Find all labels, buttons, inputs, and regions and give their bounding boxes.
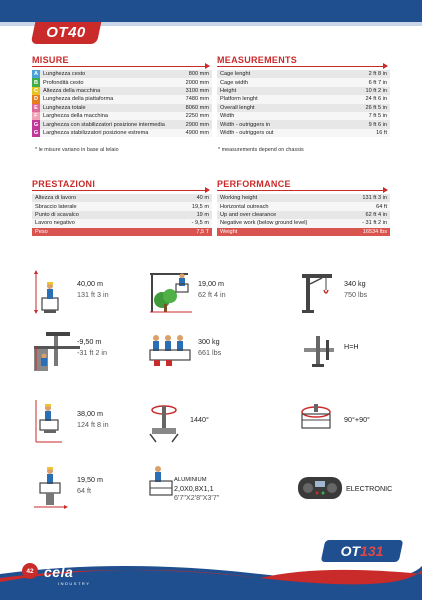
row-label: Larghezza con stabilizzatori posizione intermedia (43, 121, 165, 128)
table-row (217, 194, 390, 202)
spec-value-primary: H=H (344, 342, 359, 351)
row-value: 26 ft 5 in (365, 104, 387, 111)
measurements-note: * measurements depend on chassis (218, 147, 304, 153)
row-value: - 9,5 m (191, 220, 209, 227)
spec-value-secondary: 64 ft (77, 486, 91, 495)
row-label: Punto di scavalco (35, 211, 79, 218)
row-value: 16 ft (376, 129, 387, 136)
logo-bottom-number: 131 (360, 543, 384, 559)
spec-material: ALUMINIUM (174, 477, 207, 483)
prestazioni-table (32, 194, 212, 236)
row-label: Width - outriggers in (220, 121, 271, 128)
row-value: 7 ft 5 in (368, 113, 387, 120)
spec-value-secondary: 750 lbs (344, 290, 368, 299)
spec-value-primary: -9,50 m (77, 337, 102, 346)
platform-height-icon (32, 398, 80, 446)
row-label: Negative work (below ground level) (220, 220, 308, 227)
measurements-title: MEASUREMENTS (217, 55, 298, 65)
spec-value-secondary: 62 ft 4 in (198, 290, 226, 299)
turret-rotation-icon (148, 398, 196, 446)
row-letter-badge: D (33, 96, 39, 103)
table-row (217, 202, 390, 210)
row-label: Altezza della macchina (43, 87, 101, 94)
row-value: - 31 ft 2 in (362, 220, 387, 227)
row-value: 9 ft 6 in (368, 121, 387, 128)
misure-title: MISURE (32, 55, 69, 65)
row-label: Lunghezza cesto (43, 71, 86, 78)
row-value: 19 m (196, 211, 209, 218)
row-letter-badge: A (33, 71, 39, 78)
spec-value-secondary: -31 ft 2 in (77, 348, 107, 357)
spec-value-primary: 1440° (190, 415, 209, 424)
spec-value-secondary: 661 lbs (198, 348, 222, 357)
row-label: Lunghezza della piattaforma (43, 96, 114, 103)
table-row (32, 202, 212, 210)
row-label: Cage lenght (220, 71, 251, 78)
row-value: 8060 mm (185, 104, 209, 111)
prestazioni-underline (32, 190, 209, 191)
row-letter-badge: G (33, 121, 39, 128)
logo-bottom-prefix: OT (340, 543, 361, 559)
table-row (32, 194, 212, 202)
row-label: Horizontal outreach (220, 203, 269, 210)
performance-table (217, 194, 390, 236)
table-row (32, 129, 212, 137)
jib-crane-icon (296, 268, 344, 316)
row-letter-badge: E (32, 104, 40, 112)
basket-rotation-icon (296, 398, 344, 446)
row-label: Height (220, 87, 237, 94)
row-label: Sbraccio laterale (35, 203, 77, 210)
row-letter-badge: C (33, 87, 39, 94)
misure-note: * le misure variano in base al telaio (35, 147, 119, 153)
table-row (217, 211, 390, 219)
table-row (32, 87, 212, 95)
row-label: Cage width (220, 79, 248, 86)
row-letter-badge: F (32, 112, 40, 120)
spec-value-secondary: 6'7"X2'8"X3'7" (174, 493, 220, 502)
spec-value-primary: 340 kg (344, 279, 366, 288)
spec-value-primary: 19,00 m (198, 279, 224, 288)
telescopic-post-icon (296, 326, 344, 374)
page-number: 42 (22, 563, 38, 579)
electronic-control-icon (296, 463, 344, 511)
spec-value-primary: 19,50 m (77, 475, 103, 484)
row-label: Larghezza stabilizzatori posizione estrema (43, 129, 149, 136)
spec-value-primary: 40,00 m (77, 279, 103, 288)
row-label: Width - outriggers out (220, 129, 274, 136)
table-row (217, 120, 390, 128)
brand-logo: cela (44, 564, 74, 580)
table-row (32, 104, 212, 112)
table-row (217, 95, 390, 103)
row-label: Profondità cesto (43, 79, 84, 86)
row-letter-badge: G (33, 129, 39, 136)
row-value: 6 ft 7 in (368, 79, 387, 86)
measurements-underline (217, 66, 387, 67)
spec-value-primary: 90°+90° (344, 415, 370, 424)
measurements-table (217, 70, 390, 137)
row-value: 16534 lbs (362, 228, 387, 235)
row-value: 4900 mm (185, 129, 209, 136)
performance-underline (217, 190, 387, 191)
row-value: 2000 mm (185, 79, 209, 86)
row-value: 19,5 m (191, 203, 209, 210)
row-label: Weight (220, 228, 238, 235)
row-label: Altezza di lavoro (35, 195, 77, 202)
table-row (217, 112, 390, 120)
table-row (32, 78, 212, 86)
row-label: Up and over clearance (220, 211, 277, 218)
row-value: 2900 mm (185, 121, 209, 128)
model-logo-top (33, 22, 99, 44)
row-value: 64 ft (376, 203, 387, 210)
table-row (217, 78, 390, 86)
table-row (217, 228, 390, 236)
table-row (32, 120, 212, 128)
negative-work-icon (32, 326, 80, 374)
row-value: 7480 mm (185, 96, 209, 103)
row-label: Peso (35, 228, 48, 235)
table-row (217, 70, 390, 78)
misure-underline (32, 66, 209, 67)
table-row (217, 87, 390, 95)
table-row (32, 95, 212, 103)
spec-value-secondary: 131 ft 3 in (77, 290, 109, 299)
spec-value-primary: 2,0X0,8X1,1 (174, 484, 214, 493)
up-and-over-icon (148, 268, 196, 316)
row-label: Overall lenght (220, 104, 255, 111)
prestazioni-title: PRESTAZIONI (32, 179, 96, 189)
table-row (217, 219, 390, 227)
spec-value-primary: 300 kg (198, 337, 220, 346)
row-value: 7,5 T (196, 228, 209, 235)
performance-title: PERFORMANCE (217, 179, 291, 189)
brand-subtitle: INDUSTRY (58, 581, 91, 586)
row-label: Lunghezza totale (43, 104, 86, 111)
spec-value-primary: 38,00 m (77, 409, 103, 418)
table-row (32, 228, 212, 236)
outreach-icon (32, 463, 80, 511)
model-logo-text: OT40 (46, 24, 86, 41)
table-row (32, 211, 212, 219)
basket-capacity-icon (148, 326, 196, 374)
row-value: 3100 mm (185, 87, 209, 94)
spec-value-primary: ELECTRONIC (346, 484, 393, 493)
row-label: Lavoro negativo (35, 220, 75, 227)
row-value: 131 ft 3 in (362, 195, 387, 202)
row-value: 10 ft 2 in (365, 87, 387, 94)
table-row (32, 70, 212, 78)
row-label: Larghezza della macchina (43, 113, 108, 120)
row-value: 40 m (196, 195, 209, 202)
table-row (32, 112, 212, 120)
row-label: Working height (220, 195, 258, 202)
row-value: 62 ft 4 in (365, 211, 387, 218)
row-value: 24 ft 6 in (365, 96, 387, 103)
working-height-icon (32, 268, 80, 316)
row-value: 2 ft 8 in (368, 71, 387, 78)
row-label: Width (220, 113, 235, 120)
spec-value-secondary: 124 ft 8 in (77, 420, 109, 429)
row-value: 2250 mm (185, 113, 209, 120)
misure-table (32, 70, 212, 137)
table-row (217, 129, 390, 137)
table-row (217, 104, 390, 112)
row-label: Platform lenght (220, 96, 258, 103)
row-value: 800 mm (188, 71, 209, 78)
row-letter-badge: B (33, 79, 39, 86)
table-row (32, 219, 212, 227)
